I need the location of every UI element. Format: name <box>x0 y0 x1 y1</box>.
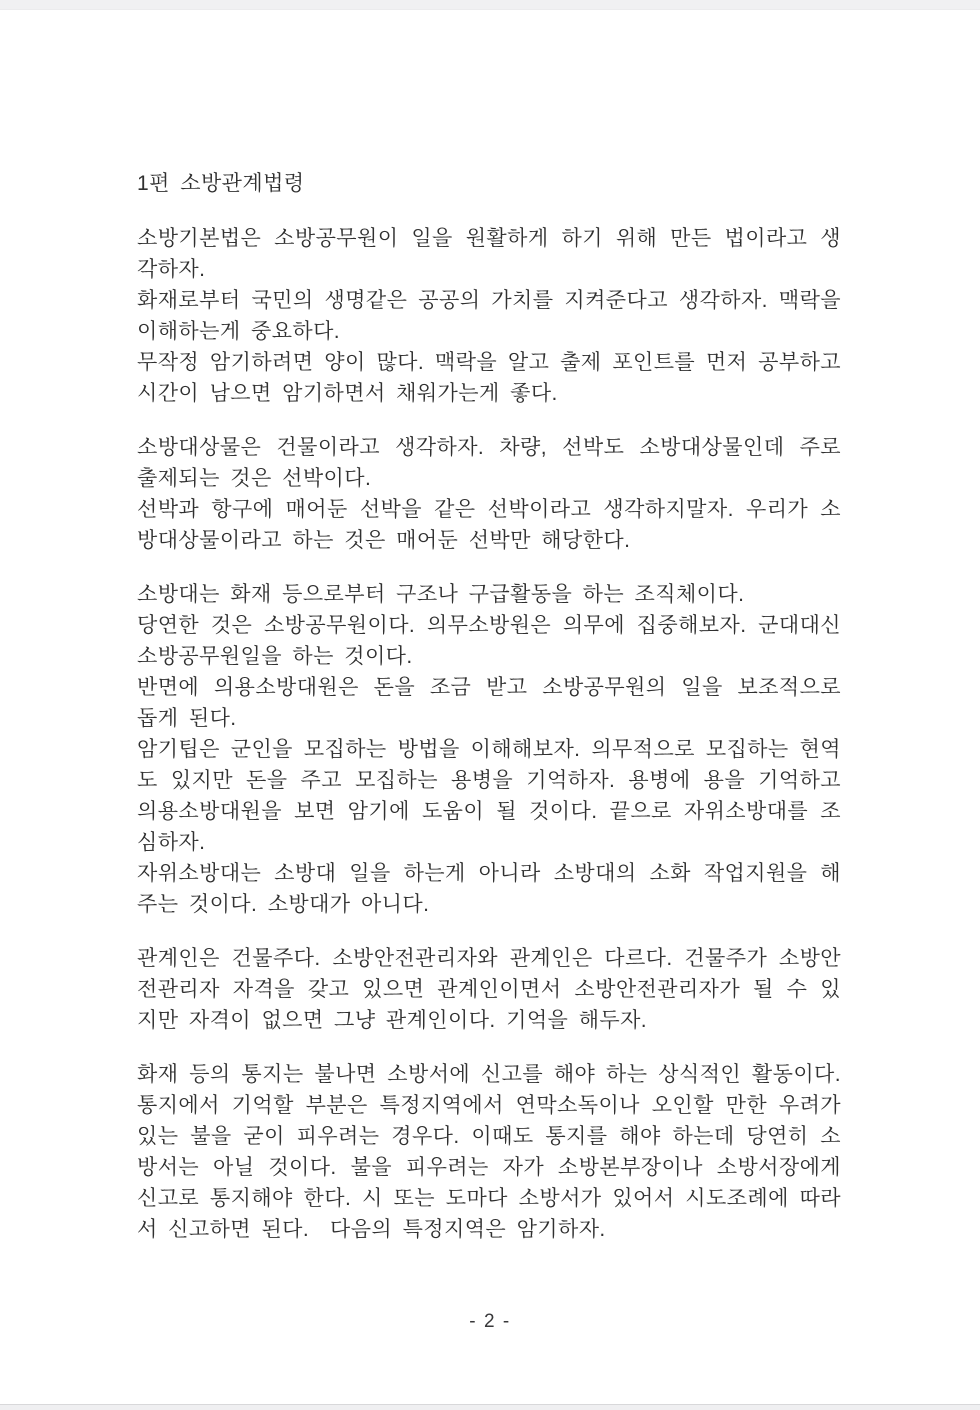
sentence-line: 반면에 의용소방대원은 돈을 조금 받고 소방공무원의 일을 보조적으로 돕게 된다. <box>137 676 841 730</box>
document-body <box>137 223 841 1245</box>
sentence-line: 자위소방대는 소방대 일을 하는게 아니라 소방대의 소화 작업지원을 해주는 것이다. 소방대가 아니다. <box>137 862 841 916</box>
sentence-line: 암기팁은 군인을 모집하는 방법을 이해해보자. 의무적으로 모집하는 현역도 있지만 돈을 주고 모집하는 용병을 기억하자. 용병에 용을 기억하고 의용소방대원을 보면 암기에 도움이 될 것이다. 끝으로 자위소방대를 조심하자. <box>137 738 841 854</box>
paragraph <box>137 579 841 920</box>
sentence-line: 소방대는 화재 등으로부터 구조나 구급활동을 하는 조직체이다. <box>137 583 745 606</box>
document-content <box>137 168 841 1268</box>
paragraph <box>137 432 841 556</box>
page-number: - 2 - <box>469 1311 511 1332</box>
sentence-line: 화재 등의 통지는 불나면 소방서에 신고를 해야 하는 상식적인 활동이다. 통지에서 기억할 부분은 특정지역에서 연막소독이나 오인할 만한 우려가 있는 불을 굳이 피우려는 경우다. 이때도 통지를 해야 하는데 당연히 소방서는 아닐 것이다. 불을 피우려는 자가 소방본부장이나 소방서장에게 신고로 통지해야 한다. 시 또는 도마다 소방서가 있어서 시도조례에 따라서 신고하면 된다. 다음의 특정지역은 암기하자. <box>137 1063 841 1241</box>
sentence-line: 소방기본법은 소방공무원이 일을 원활하게 하기 위해 만든 법이라고 생각하자. <box>137 227 841 281</box>
sentence-line: 관계인은 건물주다. 소방안전관리자와 관계인은 다르다. 건물주가 소방안전관리자 자격을 갖고 있으면 관계인이면서 소방안전관리자가 될 수 있지만 자격이 없으면 그냥 관계인이다. 기억을 해두자. <box>137 947 841 1032</box>
sentence-line: 선박과 항구에 매어둔 선박을 같은 선박이라고 생각하지말자. 우리가 소방대상물이라고 하는 것은 매어둔 선박만 해당한다. <box>137 498 841 552</box>
section-title: 1편 소방관계법령 <box>137 172 305 195</box>
sentence-line: 당연한 것은 소방공무원이다. 의무소방원은 의무에 집중해보자. 군대대신 소방공무원일을 하는 것이다. <box>137 614 841 668</box>
sentence-line: 무작정 암기하려면 양이 많다. 맥락을 알고 출제 포인트를 먼저 공부하고 시간이 남으면 암기하면서 채워가는게 좋다. <box>137 351 841 405</box>
sentence-line: 화재로부터 국민의 생명같은 공공의 가치를 지켜준다고 생각하자. 맥락을 이해하는게 중요하다. <box>137 289 841 343</box>
paragraph <box>137 1059 841 1245</box>
viewer-gap-bottom <box>0 1404 980 1410</box>
sentence-line: 소방대상물은 건물이라고 생각하자. 차량, 선박도 소방대상물인데 주로 출제되는 것은 선박이다. <box>137 436 841 490</box>
paragraph <box>137 943 841 1036</box>
viewer-gap-top <box>0 0 980 10</box>
paragraph <box>137 223 841 409</box>
